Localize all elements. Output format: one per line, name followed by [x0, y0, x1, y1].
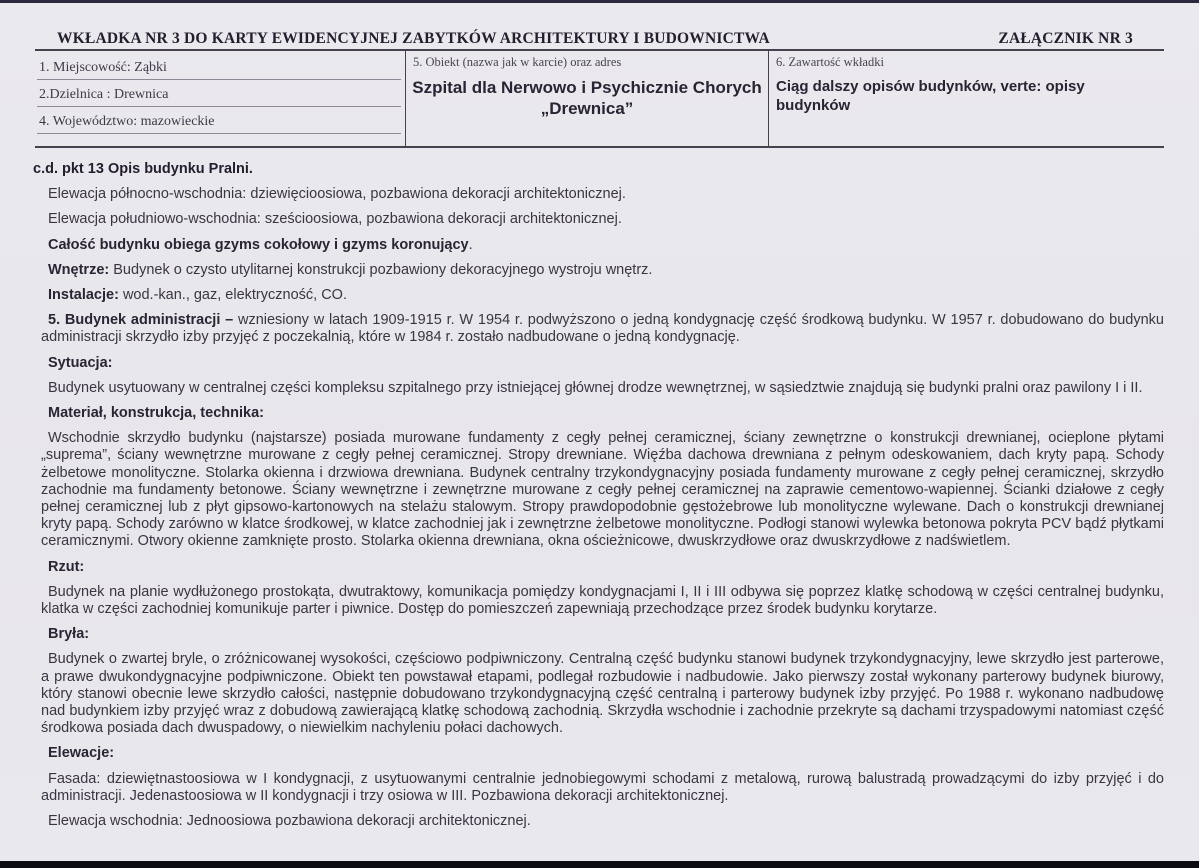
body-paragraph	[41, 380, 1164, 397]
body-paragraph	[41, 287, 1164, 304]
paragraph-lead: Rzut:	[48, 558, 85, 575]
paragraph-lead: Elewacje:	[48, 745, 115, 762]
form-column-object	[405, 51, 768, 146]
contents-field-label: 6. Zawartość wkładki	[776, 55, 884, 69]
body-paragraph	[41, 430, 1164, 550]
body-paragraph	[41, 211, 1164, 228]
contents-text: Ciąg dalszy opisów budynków, verte: opisy budynków	[776, 78, 1085, 114]
field-dzielnica: 2.Dzielnica : Drewnica	[37, 80, 401, 107]
form-column-contents	[768, 51, 1164, 146]
title-row	[57, 30, 1133, 48]
body-paragraph	[41, 651, 1164, 737]
field-wojewodztwo: 4. Województwo: mazowieckie	[37, 107, 401, 134]
paragraph-text: Budynek na planie wydłużonego prostokąta, dwutraktowy, komunikacja pomiędzy kondygnacjami I, II i III odbywa się poprzez klatkę schodową w części centralnej budynku, klatka w części zachodniej komunikuje parter i piwnice. Dostęp do pomieszczeń zapewniają przechodzące przez środek budynku korytarze.	[41, 583, 1164, 618]
section-heading	[33, 161, 1164, 178]
body-paragraph	[41, 584, 1164, 618]
paragraph-lead: Wnętrze:	[48, 261, 110, 278]
form-column-location	[35, 51, 405, 146]
paragraph-lead: Instalacje:	[48, 287, 119, 304]
paragraph-lead: Sytuacja:	[48, 354, 113, 371]
section-heading	[41, 559, 1164, 576]
paragraph-lead: Całość budynku obiega gzyms cokołowy i gzyms koronujący	[48, 236, 469, 253]
form-table	[35, 51, 1164, 148]
body-paragraph	[41, 312, 1164, 346]
paragraph-lead: 5. Budynek administracji –	[48, 312, 234, 329]
paragraph-lead: Bryła:	[48, 626, 90, 643]
paragraph-text: Elewacja północno-wschodnia: dziewięcioosiowa, pozbawiona dekoracji architektonicznej.	[48, 186, 626, 203]
paragraph-text: Elewacja południowo-wschodnia: sześcioosiowa, pozbawiona dekoracji architektonicznej.	[48, 211, 622, 228]
paragraph-lead: Materiał, konstrukcja, technika:	[48, 405, 264, 422]
object-field-label: 5. Obiekt (nazwa jak w karcie) oraz adres	[413, 55, 622, 69]
body-paragraph	[41, 813, 1164, 830]
form-title: WKŁADKA NR 3 DO KARTY EWIDENCYJNEJ ZABYTKÓW ARCHITEKTURY I BUDOWNICTWA	[57, 30, 770, 47]
attachment-label: ZAŁĄCZNIK NR 3	[998, 30, 1133, 47]
paragraph-text: Fasada: dziewiętnastoosiowa w I kondygnacji, z usytuowanymi centralnie jednobiegowymi schodami z metalową, rurową balustradą prowadzącymi do izby przyjęć i do administracji. Jedenastoosiowa w II kondygnacji i trzy osiowa w III. Pozbawiona dekoracji architektonicznej.	[41, 770, 1164, 804]
section-heading	[41, 626, 1164, 643]
document-body	[0, 148, 1199, 830]
scanned-document-page	[0, 3, 1199, 861]
section-heading	[41, 405, 1164, 422]
paragraph-text: Budynek usytuowany w centralnej części kompleksu szpitalnego przy istniejącej głównej drodze wewnętrznej, w sąsiedztwie znajdują się budynki pralni oraz pawilony I i II.	[48, 379, 1143, 396]
paragraph-text: Wschodnie skrzydło budynku (najstarsze) posiada murowane fundamenty z cegły pełnej ceramicznej, ściany zewnętrzne o konstrukcji drewnianej, ocieplone płytami „suprema”, ściany wewnętrzne murowane z cegły pełnej ceramicznej. Stropy drewniane. Więźba dachowa drewniana z pełnym odeskowaniem, dach kryty papą. Schody żelbetowe monolityczne. Stolarka okienna i drzwiowa drewniana. Budynek centralny trzykondygnacyjny posiada fundamenty murowane z cegły pełnej ceramicznej, skrzydło zachodnie ma fundamenty betonowe. Ściany wewnętrzne i zewnętrzne murowane z cegły pełnej ceramicznej na zaprawie cementowo-wapiennej. Ścianki działowe z cegły pełnej ceramicznej lub z płyt gipsowo-kartonowych na stelażu stalowym. Stropy prawdopodobnie gęstożebrowe lub monolityczne wylewane. Dach o konstrukcji drewnianej kryty papą. Schody zarówno w klatce środkowej, w klatce zachodniej jak i zewnętrzne żelbetowe monolityczne. Podłogi stanowi wylewka betonowa pokryta PCV bądź płytkami ceramicznymi. Otwory okienne zamknięte prosto. Stolarka okienna drewniana, okna ościeżnicowe, dwuskrzydłowe oraz dwuskrzydłowe z nadświetlem.	[41, 430, 1164, 550]
paragraph-text: wod.-kan., gaz, elektryczność, CO.	[118, 287, 347, 304]
scan-edge-bottom	[0, 861, 1199, 868]
paragraph-text: Elewacja wschodnia: Jednoosiowa pozbawiona dekoracji architektonicznej.	[48, 813, 531, 830]
paragraph-text: wzniesiony w latach 1909-1915 r. W 1954 r. podwyższono o jedną kondygnację część środkową budynku. W 1957 r. dobudowano do budynku administracji skrzydło izby przyjęć z poczekalnią, które w 1984 r. zostało nadbudowane o jedną kondygnację.	[41, 312, 1164, 346]
body-paragraph	[41, 186, 1164, 203]
paragraph-text: Budynek o czysto utylitarnej konstrukcji pozbawiony dekoracyjnego wystroju wnętrz.	[109, 261, 653, 278]
paragraph-lead: c.d. pkt 13 Opis budynku Pralni.	[33, 161, 253, 177]
section-heading	[41, 355, 1164, 372]
object-name	[406, 77, 768, 119]
object-name-line1: Szpital dla Nerwowo i Psychicznie Chorych	[412, 78, 762, 97]
paragraph-text: .	[468, 236, 473, 253]
field-miejscowosc: 1. Miejscowość: Ząbki	[37, 53, 401, 80]
paragraph-text: Budynek o zwartej bryle, o zróżnicowanej wysokości, częściowo podpiwniczony. Centralną część budynku stanowi budynek trzykondygnacyjny, lewe skrzydło jest parterowe, a prawe dwukondygnacyjne podpiwniczone. Obiekt ten powstawał etapami, podlegał rozbudowie i nadbudowie. Jako pierwszy został wykonany parterowy budynek biurowy, który stanowi obecnie lewe skrzydło całości, następnie dobudowano trzykondygnacyjną część centralną i parterowy budynek izby przyjęć. Po 1988 r. wykonano nadbudowę nad budynkiem izby przyjęć wraz z dobudową zawierającą klatkę schodową zachodnią. Skrzydła wschodnie i zachodnie przekryte są dachami trzyspadowymi natomiast część środkowa posiada dach dwuspadowy, o niewielkim nachyleniu połaci dachowych.	[41, 651, 1164, 737]
section-heading	[41, 745, 1164, 762]
body-paragraph	[41, 237, 1164, 254]
body-paragraph	[41, 771, 1164, 805]
object-name-line2: „Drewnica”	[540, 99, 634, 118]
body-paragraph	[41, 262, 1164, 279]
form-header	[0, 3, 1199, 148]
